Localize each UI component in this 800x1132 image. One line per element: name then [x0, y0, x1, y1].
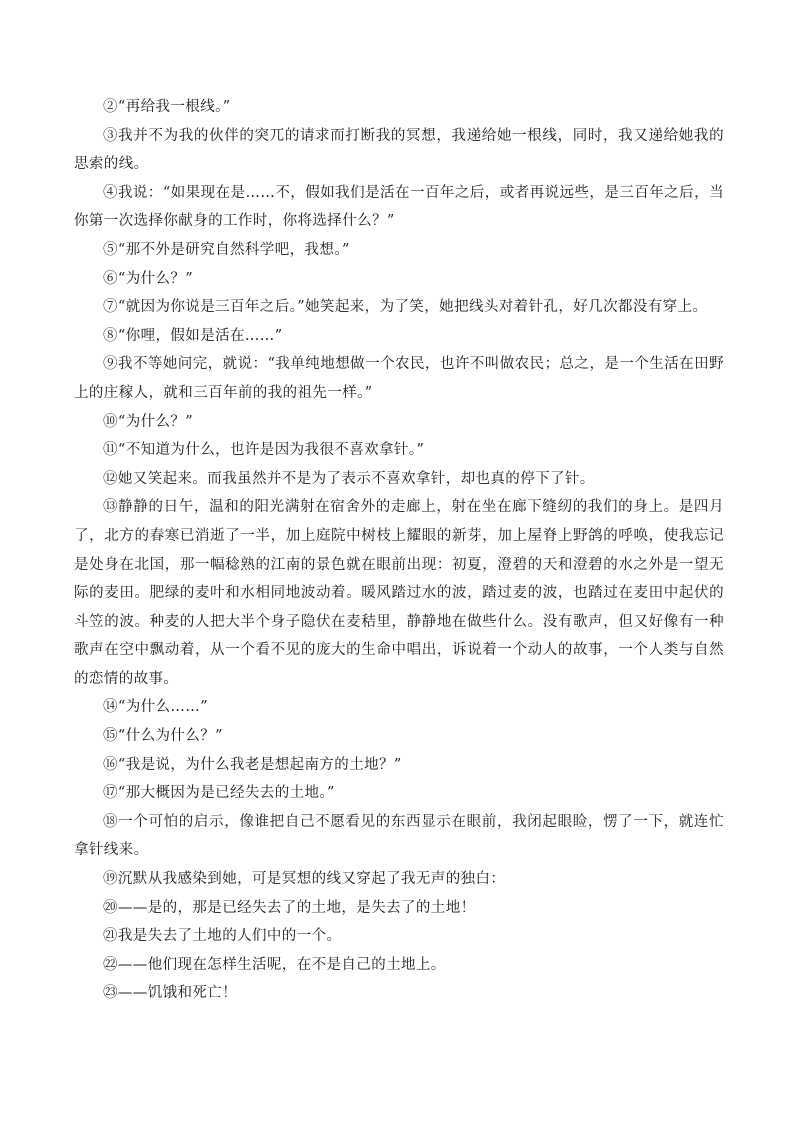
paragraph-19: ⑲沉默从我感染到她，可是冥想的线又穿起了我无声的独白： — [103, 871, 506, 888]
document-body — [74, 93, 724, 1008]
paragraph-14: ⑭“为什么……” — [103, 699, 209, 716]
paragraph-17: ⑰“那大概因为是已经失去的土地。” — [103, 785, 335, 802]
paragraph-10: ⑩“为什么？” — [103, 413, 194, 430]
paragraph-9: ⑨我不等她问完，就说：“我单纯地想做一个农民，也许不叫做农民；总之，是一个生活在田野上的庄稼人，就和三百年前的我的祖先一样。” — [74, 356, 724, 401]
paragraph-22: ㉒——他们现在怎样生活呢，在不是自己的土地上。 — [103, 956, 446, 973]
paragraph-13: ⑬静静的日午，温和的阳光满射在宿舍外的走廊上，射在坐在廊下缝纫的我们的身上。是四月了，北方的春寒已消逝了一半，加上庭院中树枝上耀眼的新芽，加上屋脊上野鸽的呼唤，使我忘记是处身在北国，那一幅稔熟的江南的景色就在眼前出现：初夏，澄碧的天和澄碧的水之外是一望无际的麦田。肥绿的麦叶和水相同地波动着。暖风踏过水的波，踏过麦的波，也踏过在麦田中起伏的斗笠的波。种麦的人把大半个身子隐伏在麦秸里，静静地在做些什么。没有歌声，但又好像有一种歌声在空中飘动着，从一个看不见的庞大的生命中唱出，诉说着一个动人的故事，一个人类与自然的恋情的故事。 — [74, 499, 724, 687]
paragraph-15: ⑮“什么为什么？” — [103, 728, 223, 745]
paragraph-16: ⑯“我是说，为什么我老是想起南方的土地？” — [103, 756, 402, 773]
paragraph-2: ②“再给我一根线。” — [103, 99, 231, 115]
paragraph-23: ㉓——饥饿和死亡！ — [103, 985, 238, 1002]
paragraph-4: ④我说：“如果现在是……不，假如我们是活在一百年之后，或者再说远些，是三百年之后，当你第一次选择你献身的工作时，你将选择什么？” — [74, 184, 724, 230]
paragraph-7: ⑦“就因为你说是三百年之后。”她笑起来，为了笑，她把线头对着针孔，好几次都没有穿上。 — [103, 299, 708, 316]
paragraph-6: ⑥“为什么？” — [103, 270, 194, 287]
paragraph-3: ③我并不为我的伙伴的突兀的请求而打断我的冥想，我递给她一根线，同时，我又递给她我的思索的线。 — [74, 127, 724, 173]
paragraph-18: ⑱一个可怕的启示，像谁把自己不愿看见的东西显示在眼前，我闭起眼睑，愣了一下，就连忙拿针线来。 — [74, 813, 724, 859]
paragraph-12: ⑫她又笑起来。而我虽然并不是为了表示不喜欢拿针，却也真的停下了针。 — [103, 470, 595, 487]
paragraph-11: ⑪“不知道为什么，也许是因为我很不喜欢拿针。” — [103, 442, 425, 459]
paragraph-5: ⑤“那不外是研究自然科学吧，我想。” — [103, 241, 350, 258]
paragraph-21: ㉑我是失去了土地的人们中的一个。 — [103, 928, 342, 945]
paragraph-20: ⑳——是的，那是已经失去了的土地，是失去了的土地！ — [103, 899, 476, 916]
paragraph-8: ⑧“你哩，假如是活在……” — [103, 327, 283, 344]
